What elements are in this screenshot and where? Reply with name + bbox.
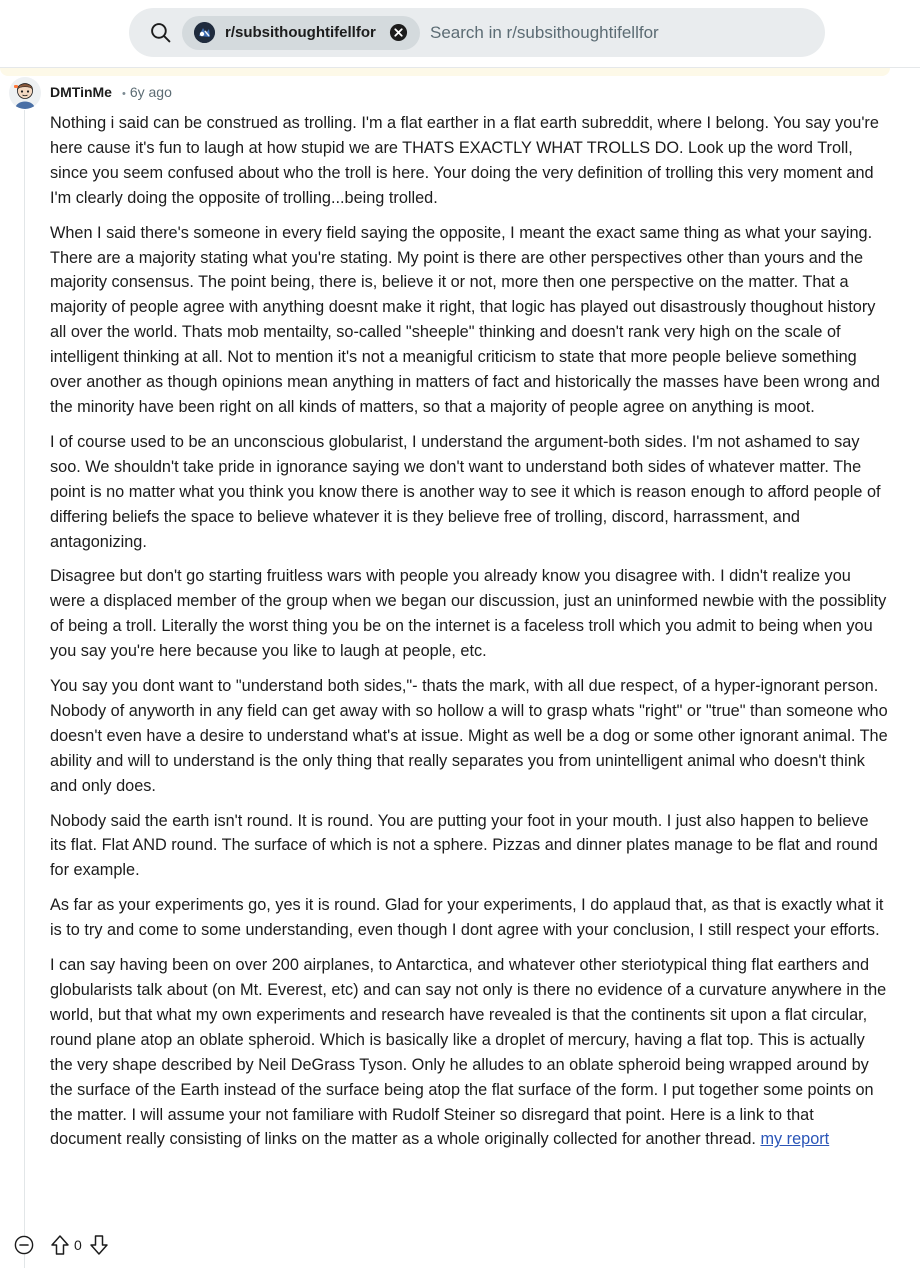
upvote-arrow-icon[interactable] (50, 1234, 70, 1256)
vote-count: 0 (74, 1237, 82, 1253)
close-circle-icon[interactable] (389, 23, 408, 42)
search-input[interactable] (430, 20, 790, 46)
user-avatar[interactable] (9, 77, 41, 109)
thread-line[interactable] (24, 110, 25, 1268)
comment-paragraph-last (50, 953, 888, 1152)
comment-paragraph: You say you dont want to "understand both sides,"- thats the mark, with all due respect, of a hyper-ignorant person. Nobody of anyworth in any field can get away with so hollow a will to grasp whats "right" or "true" than someone who doesn't even have a desire to understand what's at issue. Might as well be a dog or some other ignorant animal. The ability and will to understand is the only thing that really separates you from unintelligent animal who doesn't think and only does. (50, 677, 888, 795)
comment-paragraph: As far as your experiments go, yes it is round. Glad for your experiments, I do applaud that, as that is exactly what it is to try and come to some understanding, even though I dont agree with your conclusion, I still respect your efforts. (50, 896, 884, 940)
comment-actions (14, 1234, 134, 1256)
downvote-arrow-icon[interactable] (89, 1234, 109, 1256)
comment-timestamp[interactable]: 6y ago (129, 84, 172, 100)
meta-separator: • (121, 88, 126, 100)
community-chip-label: r/subsithoughtifellfor (225, 24, 376, 41)
report-link[interactable]: my report (760, 1130, 830, 1149)
comment-author[interactable]: DMTinMe (50, 84, 112, 100)
highlight-strip (0, 68, 890, 76)
comment-paragraph: Nobody said the earth isn't round. It is round. You are putting your foot in your mouth. I just also happen to believe its flat. Flat AND round. The surface of which is not a sphere. Pizzas and dinner plates manage to be flat and round for example. (50, 811, 878, 880)
community-avatar-icon (194, 22, 215, 43)
community-filter-chip[interactable] (182, 16, 420, 50)
comment-meta (50, 84, 172, 102)
comment-paragraph: Disagree but don't go starting fruitless wars with people you already know you disagree with. I didn't realize you were a displaced member of the group when we began our discussion, just an uninformed newbie with the possiblity of being a troll. Literally the worst thing you be on the internet is a faceless troll which you admit to being when you you say you're here because you like to laugh at people, etc. (50, 567, 887, 661)
comment-body (50, 111, 888, 1162)
search-bar[interactable] (129, 8, 825, 57)
comment-paragraph: When I said there's someone in every field saying the opposite, I meant the exact same thing as what your saying. There are a majority stating what you're stating. My point is there are other perspectives other than yours and the majority consensus. The point being, there is, believe it or not, more then one perspective on the matter. That a majority of people agree with anything doesnt make it right, that logic has played out disastrously thoughout history all over the world. Thats mob mentailty, so-called "sheeple" thinking and doesn't rank very high on the scale of intelligent thinking at all. Not to mention it's not a meanigful criticism to state that more people believe something over another as though opinions mean anything in matters of fact and historically the masses have been wrong and the minority have been right on all kinds of matters, so that a majority of people agree on anything is moot. (50, 223, 880, 416)
comment-paragraph: Nothing i said can be construed as trolling. I'm a flat earther in a flat earth subreddit, where I belong. You say you're here cause it's fun to laugh at how stupid we are THATS EXACTLY WHAT TROLLS DO. Look up the word Troll, since you seem confused about who the troll is here. Your doing the very definition of trolling this very moment and I'm clearly doing the opposite of trolling...being trolled. (50, 114, 879, 207)
top-bar (0, 0, 920, 68)
comment-paragraph: I of course used to be an unconscious globularist, I understand the argument-both sides. I'm not ashamed to say soo. We shouldn't take pride in ignorance saying we don't want to understand both sides of whatever matter. The point is no matter what you think you know there is another way to see it which is reason enough to afford people of differing beliefs the space to believe whatever it is they believe free of trolling, discord, harrassment, and antagonizing. (50, 432, 881, 551)
collapse-minus-icon[interactable] (14, 1235, 34, 1255)
search-icon[interactable] (150, 22, 171, 43)
comment-paragraph-text: I can say having been on over 200 airplanes, to Antarctica, and whatever other steriotypical thing flat earthers and globularists talk about (on Mt. Everest, etc) and can say not only is there no evidence of a curvature anywhere in the world, but that what my own experiments and research have revealed is that the continents sit upon a flat circular, round plane atop an oblate spheroid. Which is basically like a droplet of mercury, having a flat top. This is actually the very shape described by Neil DeGrass Tyson. Only he alludes to an oblate spheroid being wrapped around by the surface of the Earth instead of the surface being atop the flat surface of the form. I put together some points on the matter. I will assume your not familiare with Rudolf Steiner so disregard that point. Here is a link to that document really consisting of links on the matter as a whole originally collected for another thread. (50, 956, 887, 1149)
